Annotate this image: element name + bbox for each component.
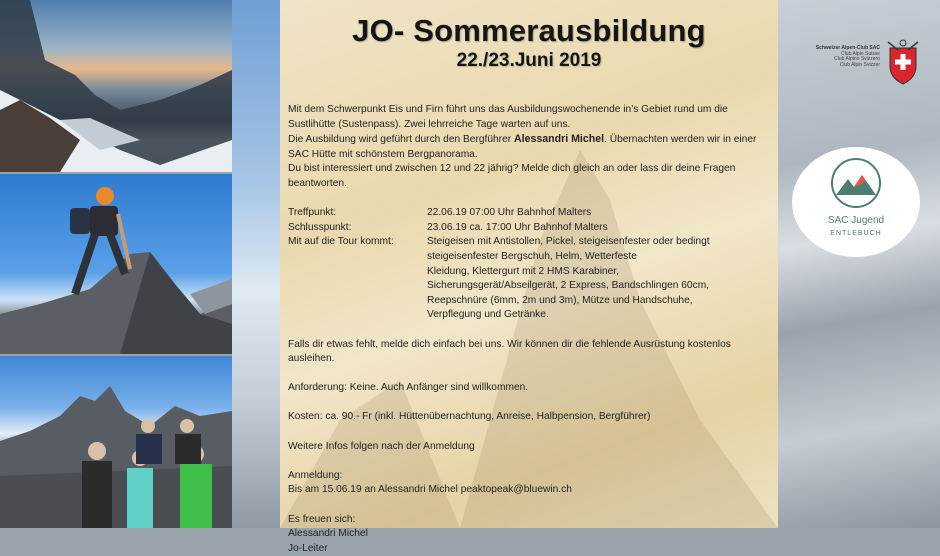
intro-paragraph-3: Du bist interessiert und zwischen 12 und 22 jährig? Melde dich gleich an oder lass dir deine Fragen beantworten. — [288, 163, 736, 189]
sac-jugend-logo — [792, 147, 920, 257]
meeting-point-value: 22.06.19 07:00 Uhr Bahnhof Malters — [427, 207, 592, 219]
intro-paragraph-2 — [288, 132, 774, 162]
mountain-logo-icon — [830, 155, 882, 213]
end-point-row — [288, 221, 774, 236]
costs: Kosten: ca. 90.- Fr (inkl. Hüttenübernachtung, Anreise, Halbpension, Bergführer) — [288, 411, 651, 423]
meeting-point-row — [288, 206, 774, 221]
closing-role: Jo-Leiter — [288, 542, 328, 554]
jugend-sub: ENTLEBUCH — [830, 230, 882, 237]
guide-name: Alessandri Michel — [513, 133, 605, 146]
meeting-point-label: Treffpunkt: — [288, 207, 337, 219]
sac-logo-line: Club Alpino Svizzero — [834, 56, 880, 63]
event-date: 22./23.Juni 2019 — [456, 50, 602, 71]
equipment-line: Verpflegung und Getränke. — [427, 309, 549, 321]
missing-gear-note: Falls dir etwas fehlt, melde dich einfach bei uns. Wir können dir die fehlende Ausrüstung kostenlos ausleihen. — [288, 338, 731, 365]
sac-logo-line: Club Alpin Svizzer — [839, 61, 880, 68]
equipment-line: Sicherungsgerät/Abseilgerät, 2 Express, Bandschlingen 60cm, — [427, 280, 710, 292]
equipment-line: steigeisenfester Bergschuh, Helm, Wetterfeste — [427, 250, 637, 262]
sac-logo-line: Club Alpin Suisse — [841, 50, 880, 57]
swiss-shield-icon — [884, 38, 922, 86]
sac-logo-line: Schweizer Alpen-Club SAC — [815, 45, 880, 51]
jugend-label: SAC Jugend — [827, 215, 885, 226]
photo-climber-ridge — [0, 174, 232, 354]
sac-logo-text — [800, 46, 880, 68]
equipment-line: Reepschnüre (6mm, 2m und 3m), Mütze und Handschuhe, — [427, 294, 693, 306]
equipment-list — [427, 235, 774, 323]
end-point-value: 23.06.19 ca. 17:00 Uhr Bahnhof Malters — [427, 221, 608, 233]
photo-group-summit — [0, 356, 232, 528]
photo-sunset-glacier — [0, 0, 232, 172]
registration-label: Anmeldung: — [288, 469, 343, 481]
more-info: Weitere Infos folgen nach der Anmeldung — [288, 440, 475, 452]
page-title: JO- Sommerausbildung — [352, 13, 706, 48]
requirement: Anforderung: Keine. Auch Anfänger sind willkommen. — [288, 382, 529, 394]
closing-name: Alessandri Michel — [288, 528, 368, 540]
equipment-label: Mit auf die Tour kommt: — [288, 236, 394, 248]
equipment-line: Kleidung, Klettergurt mit 2 HMS Karabiner, — [427, 265, 619, 277]
end-point-label: Schlusspunkt: — [288, 221, 352, 233]
closing-line-1: Es freuen sich: — [288, 513, 356, 525]
equipment-row — [288, 235, 774, 323]
intro-text: Die Ausbildung wird geführt durch den Bergführer — [288, 134, 514, 146]
intro-paragraph-1: Mit dem Schwerpunkt Eis und Firn führt uns das Ausbildungswochenende in’s Gebiet rund um die Sustlihütte (Sustenpass). Zwei lehrreiche Tage warten auf uns. — [288, 104, 728, 130]
photo-column — [0, 0, 232, 528]
equipment-line: Steigeisen mit Antistollen, Pickel, steigeisenfester oder bedingt — [427, 236, 710, 248]
registration-value: Bis am 15.06.19 an Alessandri Michel peaktopeak@bluewin.ch — [288, 484, 572, 496]
sac-logo — [800, 38, 925, 88]
event-description — [288, 103, 774, 556]
intro-text: . Übernachten werden wir in einer SAC Hütte mit schönstem Bergpanorama. — [288, 134, 757, 160]
mountain-strip — [232, 0, 280, 528]
